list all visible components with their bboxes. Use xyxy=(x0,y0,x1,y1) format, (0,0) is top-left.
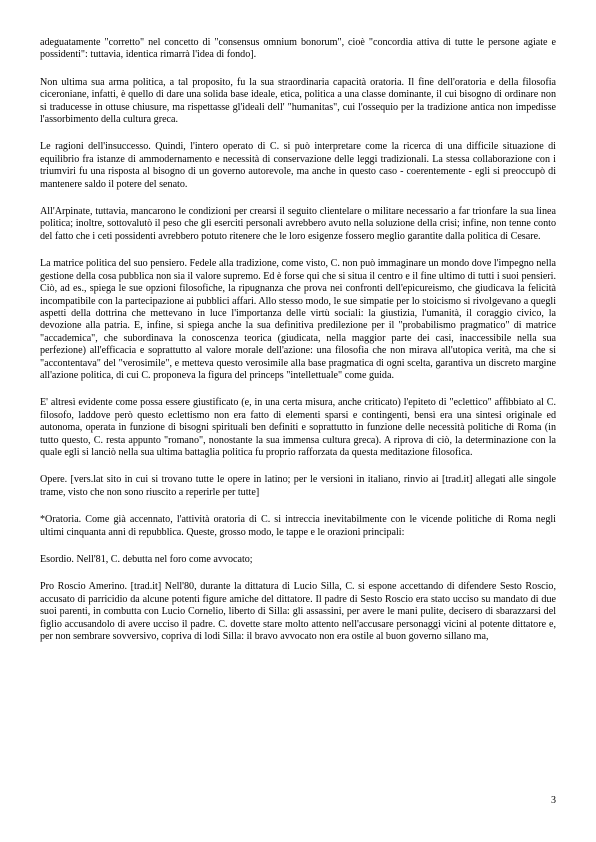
paragraph: Non ultima sua arma politica, a tal proposito, fu la sua straordinaria capacità oratoria. Il fine dell'oratoria e della filosofia ciceroniane, infatti, è quello di dare una solida base ideale, etica, politica a una classe dominante, il cui bisogno di ordinare non si traducesse in ottuse chiusure, ma rispettasse gl'ideali dell' "humanitas", cui l'ossequio per la tradizione antica non impedisse l'assorbimento della cultura greca. xyxy=(40,76,556,126)
paragraph: Le ragioni dell'insuccesso. Quindi, l'intero operato di C. si può interpretare come la ricerca di una difficile situazione di equilibrio fra istanze di ammodernamento e necessità di conservazione delle leggi tradizionali. La stessa collaborazione con i triumviri fu una risposta al bisogno di un governo autorevole, ma anche in questo caso - coerentemente - egli si preoccupò di mantenere saldo il potere del senato. xyxy=(40,141,556,190)
page-number: 3 xyxy=(551,795,556,806)
paragraph: La matrice politica del suo pensiero. Fedele alla tradizione, come visto, C. non può immaginare un mondo dove l'impegno nella gestione della cosa pubblica non sia il valore supremo. Ed è forse qui che si situa il centro e il fine ultimo di tutti i suoi pensieri. Ciò, ad es., spiega le sue opzioni filosofiche, la ripugnanza che prova nei confronti dell'epicureismo, che giudicava la felicità incompatibile con la partecipazione ai pubblici affari. Allo stesso modo, le sue simpatie per lo stoicismo si rivolgevano a quegli aspetti della dottrina che mettevano in luce l'importanza delle virtù sociali: la giustizia, l'umanità, il coraggio civico, la devozione alla patria. E, infine, si spiega anche la sua definitiva predilezione per il "probabilismo pragmatico" di matrice "accademica", che subordinava la conoscenza teorica (giudicata, nella maggior parte dei casi, inaccessibile nella sua perfezione) all'efficacia e soprattutto al valore morale dell'azione: una filosofia che non mirava all'utopica verità, ma che si "accontentava" del "verosimile", e metteva questo verosimile alla base pragmatica di ogni scelta, garantiva un discreto margine all'azione politica, di cui C. proponeva la figura del princeps "intellettuale" come guida. xyxy=(40,258,556,381)
paragraph: E' altresì evidente come possa essere giustificato (e, in una certa misura, anche criticato) l'epiteto di "eclettico" affibbiato al C. filosofo, laddove però questo eclettismo non era fatto di elementi sparsi e contingenti, bensì era una sintesi originale ed autonoma, operata in funzione di bisogni spirituali ben definiti e soprattutto in funzione delle necessità politiche di Roma (in tutto questo, C. resta appunto "romano", nonostante la sua immensa cultura greca). A riprova di ciò, la determinazione con la quale egli si lanciò nella sua ultima battaglia politica fu proprio rafforzata da questa meditazione filosofica. xyxy=(40,397,556,458)
paragraph: All'Arpinate, tuttavia, mancarono le condizioni per crearsi il seguito clientelare o militare necessario a far trionfare la sua linea politica; inoltre, sottovalutò il peso che gli eserciti personali avrebbero avuto nella soluzione della crisi; infine, non tenne conto del fatto che i ceti possidenti avrebbero potuto ritenere che le loro esigenze fossero meglio garantite dalla politica di Cesare. xyxy=(40,206,556,242)
paragraph: adeguatamente "corretto" nel concetto di "consensus omnium bonorum", cioè "concordia attiva di tutte le persone agiate e possidenti": tuttavia, identica rimarrà l'idea di fondo]. xyxy=(40,37,556,61)
paragraph: Opere. [vers.lat sito in cui si trovano tutte le opere in latino; per le versioni in italiano, rinvio ai [trad.it] allegati alle singole trame, visto che non sono riuscito a reperirle per tutte] xyxy=(40,474,556,498)
paragraph: Esordio. Nell'81, C. debutta nel foro come avvocato; xyxy=(40,554,253,565)
paragraph: Pro Roscio Amerino. [trad.it] Nell'80, durante la dittatura di Lucio Silla, C. si espone accettando di difendere Sesto Roscio, accusato di parricidio da alcune potenti figure amiche del dittatore. Il padre di Sesto Roscio era stato ucciso su mandato di due suoi parenti, in combutta con Lucio Cornelio, liberto di Silla: gli assassini, per avere le mani pulite, decisero di sbarazzarsi del figlio accusandolo di avere ucciso il padre. C. dovette stare molto attento nell'accusare personaggi vicini al potente dittatore e, per non sembrare sovversivo, copriva di lodi Silla: il bravo avvocato non era ostile al buon governo sillano ma, xyxy=(40,581,556,643)
paragraph: *Oratoria. Come già accennato, l'attività oratoria di C. si intreccia inevitabilmente con le vicende politiche di Roma negli ultimi cinquanta anni di repubblica. Queste, grosso modo, le tappe e le orazioni principali: xyxy=(40,514,556,538)
document-body xyxy=(40,37,556,658)
